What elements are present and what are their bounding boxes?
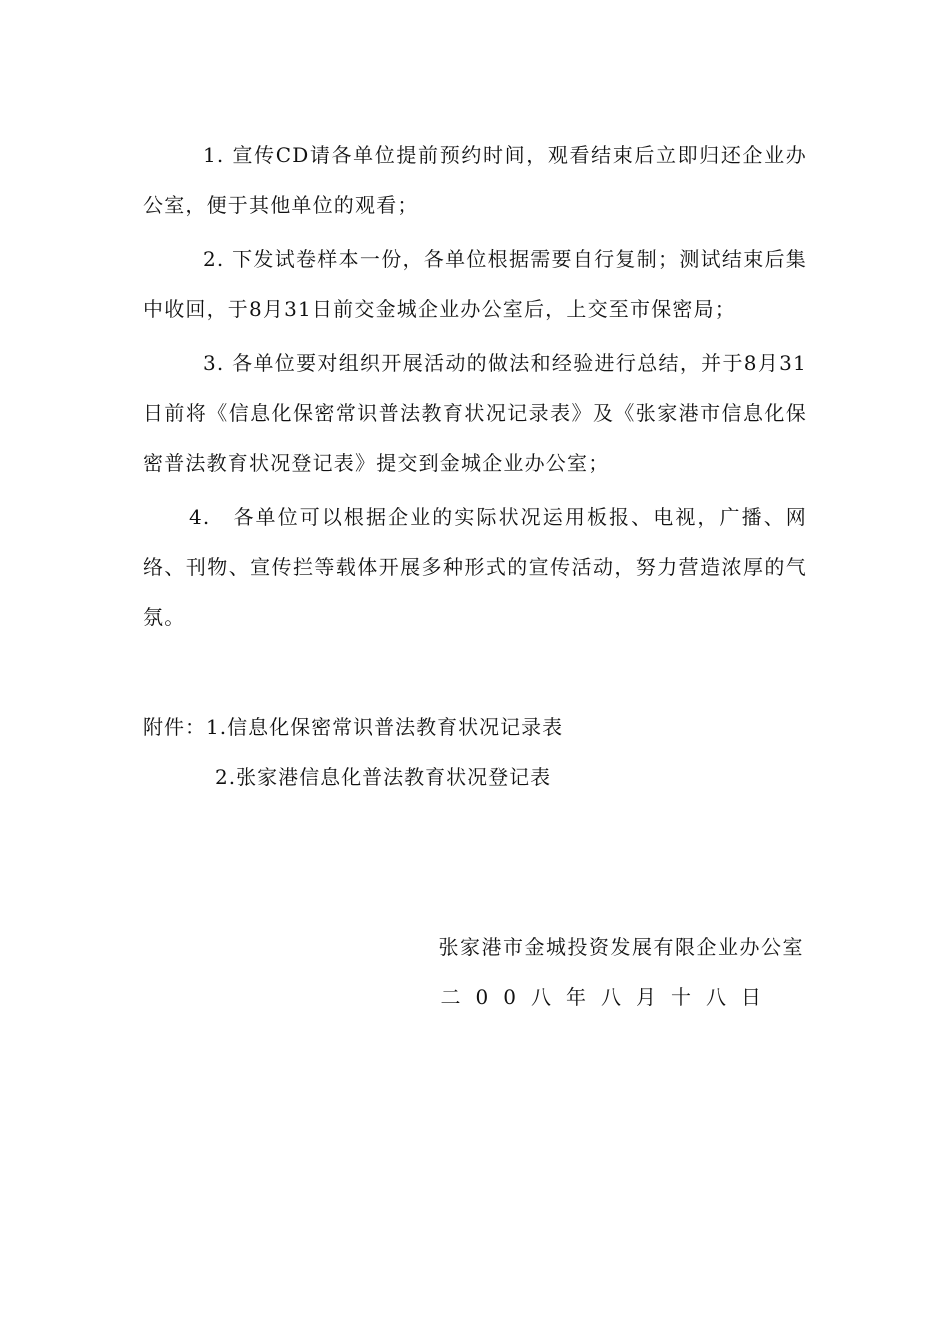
paragraph-1: 1. 宣传CD请各单位提前预约时间，观看结束后立即归还企业办公室，便于其他单位的观看； <box>143 143 807 217</box>
attachment-item-1: 1.信息化保密常识普法教育状况记录表 <box>206 715 564 739</box>
signature-organization: 张家港市金城投资发展有限企业办公室 <box>438 935 804 959</box>
signature-block <box>439 922 805 1022</box>
notice-body <box>143 130 807 642</box>
attachment-row-1 <box>143 702 563 752</box>
attachments-label: 附件： <box>143 715 206 739</box>
attachment-row-2 <box>143 752 563 802</box>
paragraph-4: 4. 各单位可以根据企业的实际状况运用板报、电视，广播、网络、刊物、宣传拦等载体开展多种形式的宣传活动，努力营造浓厚的气氛。 <box>143 505 807 629</box>
signature-date: 二00八年八月十八日 <box>440 985 776 1009</box>
attachments-section <box>143 702 563 802</box>
paragraph-2: 2. 下发试卷样本一份，各单位根据需要自行复制；测试结束后集中收回，于8月31日前交金城企业办公室后，上交至市保密局； <box>143 247 807 321</box>
paragraph-3: 3. 各单位要对组织开展活动的做法和经验进行总结，并于8月31日前将《信息化保密常识普法教育状况记录表》及《张家港市信息化保密普法教育状况登记表》提交到金城企业办公室； <box>143 351 807 475</box>
attachment-item-2: 2.张家港信息化普法教育状况登记表 <box>215 765 552 789</box>
